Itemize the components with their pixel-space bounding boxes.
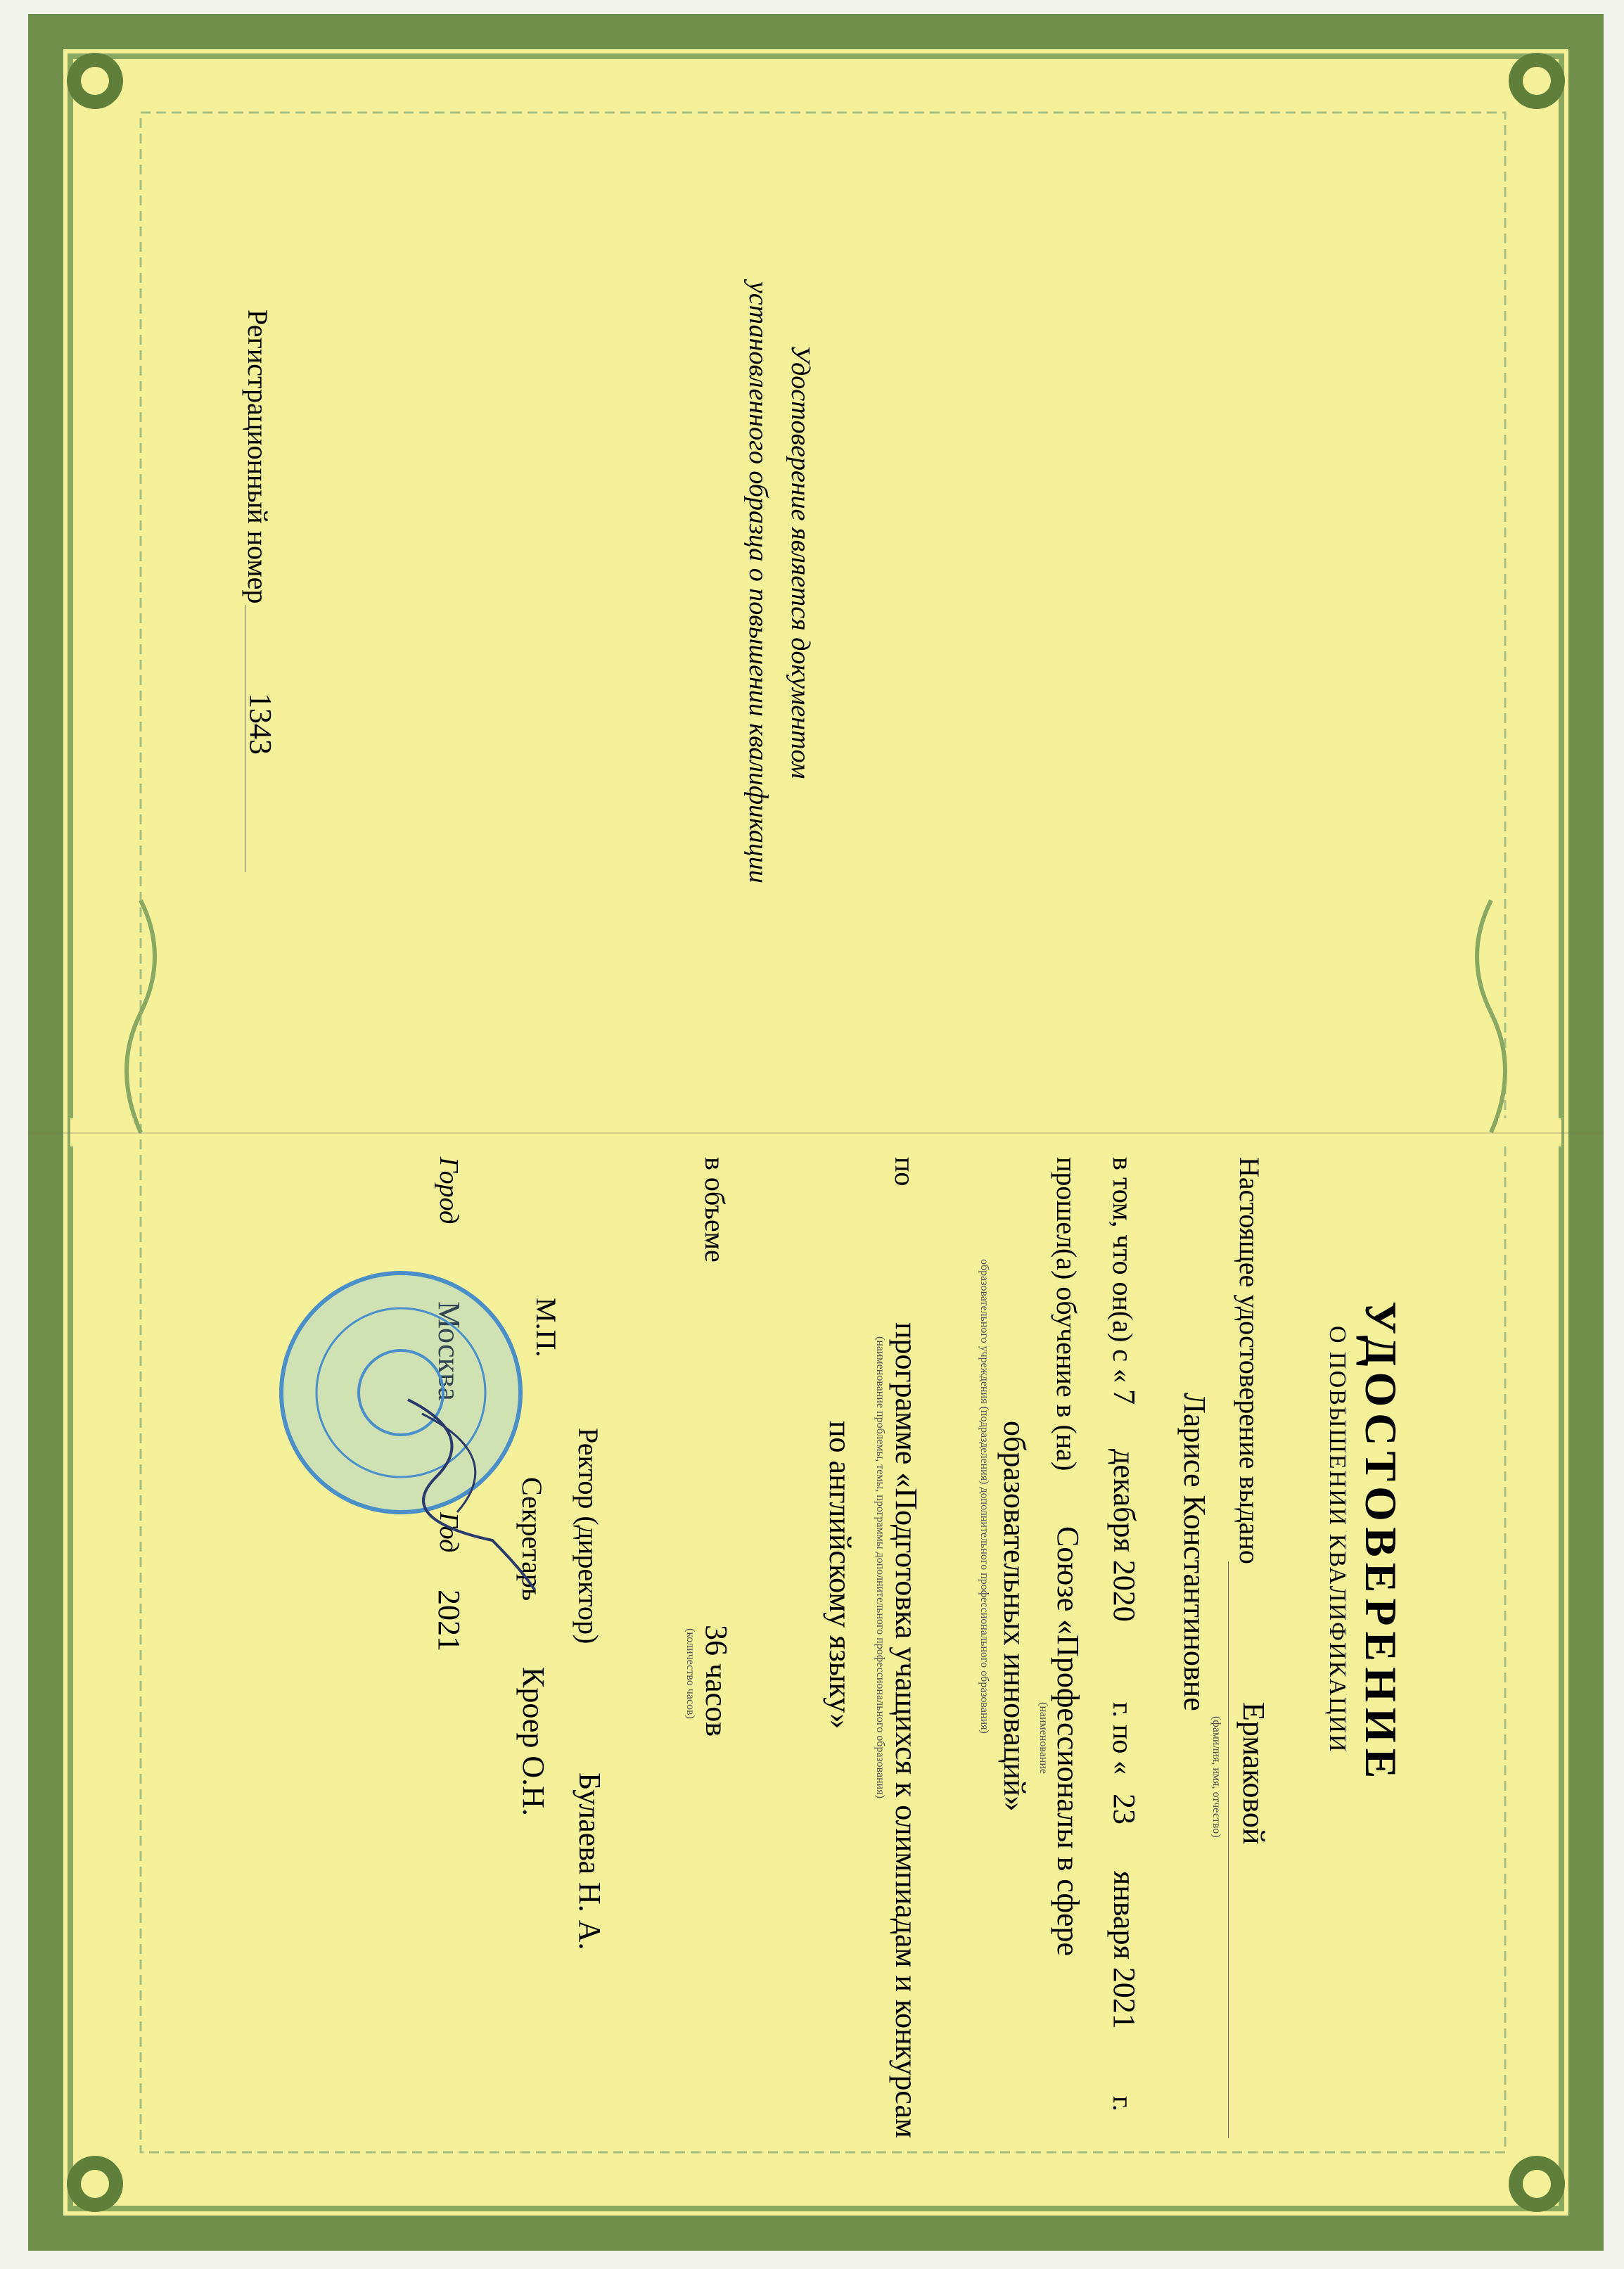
program-label: по bbox=[889, 1157, 921, 1187]
issued-label: Настоящее удостоверение выдано bbox=[1234, 1157, 1265, 1564]
rector-name: Булаева Н. А. bbox=[573, 1772, 607, 1950]
org-hint: (наименование bbox=[1037, 1702, 1049, 1775]
mp-label: М.П. bbox=[530, 1298, 562, 1357]
year-value: 2021 bbox=[432, 1590, 466, 1651]
registration-number: 1343 bbox=[243, 693, 278, 755]
month-year-to: января 2021 bbox=[1107, 1871, 1142, 2029]
rector-label: Ректор (директор) bbox=[573, 1428, 604, 1644]
registration-label: Регистрационный номер bbox=[242, 309, 274, 604]
certificate-title: УДОСТОВЕРЕНИЕ bbox=[1356, 1301, 1406, 1784]
fio-hint: (фамилия, имя, отчество) bbox=[1210, 1716, 1222, 1838]
program-line2: по английскому языку» bbox=[823, 1421, 857, 1730]
certificate-subtitle: О ПОВЫШЕНИИ КВАЛИФИКАЦИИ bbox=[1324, 1326, 1350, 1753]
notice-line2: установленного образца о повышении квалификации bbox=[743, 281, 773, 883]
organization-line1: Союзе «Профессионалы в сфере bbox=[1051, 1526, 1085, 1957]
training-label: прошел(а) обучение в (на) bbox=[1051, 1157, 1082, 1471]
day-from: 7 bbox=[1107, 1389, 1142, 1405]
recipient-given-names: Ларисе Константиновне bbox=[1177, 1393, 1212, 1711]
signature-scribble bbox=[394, 1372, 549, 1604]
recipient-surname: Ермаковой bbox=[1236, 1702, 1271, 1845]
hours-hint: (количество часов) bbox=[684, 1628, 696, 1719]
period-label: в том, что он(а) с « bbox=[1107, 1157, 1139, 1383]
year-label: Год bbox=[434, 1512, 463, 1553]
program-hint: (наименование проблемы, темы, программы дополнительного профессионального образования) bbox=[874, 1336, 886, 1798]
month-year-from: декабря 2020 bbox=[1107, 1449, 1142, 1622]
fold-line bbox=[28, 1132, 1604, 1134]
org-type-hint: образовательного учреждения (подразделения) дополнительного профессионального образования) bbox=[978, 1259, 990, 1734]
program-line1: программе «Подготовка учащихся к олимпиадам и конкурсам bbox=[889, 1322, 923, 2138]
to-label: г. по « bbox=[1107, 1702, 1139, 1775]
city-label: Город bbox=[434, 1157, 463, 1225]
certificate-scan bbox=[28, 14, 1604, 2251]
year-suffix: г. bbox=[1107, 2096, 1139, 2111]
hours-value: 36 часов bbox=[699, 1625, 734, 1737]
organization-line2: образовательных инноваций» bbox=[997, 1421, 1032, 1812]
secretary-name: Кроер О.Н. bbox=[516, 1667, 551, 1816]
day-to: 23 bbox=[1107, 1794, 1142, 1824]
volume-label: в объеме bbox=[699, 1157, 731, 1263]
secretary-label: Секретарь bbox=[516, 1477, 548, 1602]
notice-line1: Удостоверение является документом bbox=[786, 345, 815, 779]
